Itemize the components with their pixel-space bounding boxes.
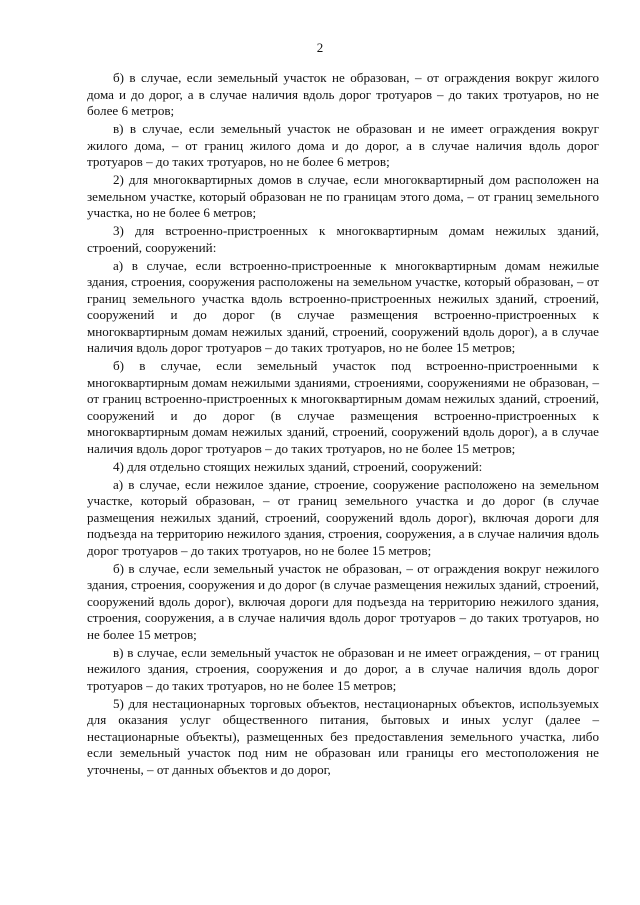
paragraph-4b: б) в случае, если земельный участок не образован, – от ограждения вокруг нежилого здания, строения, сооружения и до дорог (в случае размещения нежилых зданий, строений, сооружений вдоль дорог), включая дороги для подъезда на территорию нежилого здания, строения, сооружения, а в случае наличия вдоль дорог тротуаров – до таких тротуаров, но не более 15 метров;	[87, 560, 599, 642]
paragraph-2: 2) для многоквартирных домов в случае, если многоквартирный дом расположен на земельном участке, который образован не по границам этого дома, – от границ земельного участка, но не более 6 метров;	[87, 172, 599, 220]
paragraph-3b: б) в случае, если земельный участок под встроенно-пристроенными к многоквартирным домам нежилыми зданиями, строениями, сооружениями не образован, – от границ встроенно-пристроенных к многоквартирным домам нежилых зданий, строений, сооружений и до дорог (в случае размещения встроенно-пристроенных к многоквартирным домам нежилых зданий, строений, сооружений вдоль дорог), а в случае наличия вдоль дорог тротуаров – до таких тротуаров, но не более 15 метров;	[87, 358, 599, 456]
paragraph-5: 5) для нестационарных торговых объектов, нестационарных объектов, используемых для оказания услуг общественного питания, бытовых и иных услуг (далее – нестационарные объекты), размещенных без предоставления земельного участка, либо если земельный участок под ним не образован или границы его местоположения не уточнены, – от данных объектов и до дорог,	[87, 695, 599, 777]
paragraph-4: 4) для отдельно стоящих нежилых зданий, строений, сооружений:	[113, 458, 483, 474]
document-body	[87, 70, 599, 780]
paragraph-3a: а) в случае, если встроенно-пристроенные к многоквартирным домам нежилые здания, строения, сооружения расположены на земельном участке, который образован, – от границ земельного участка вдоль встроенно-пристроенных нежилых зданий, строений, сооружений и до дорог (в случае размещения встроенно-пристроенных к многоквартирным домам нежилых зданий, строений, сооружений вдоль дорог), а в случае наличия вдоль дорог тротуаров – до таких тротуаров, но не более 15 метров;	[87, 257, 599, 355]
paragraph-1b: б) в случае, если земельный участок не образован, – от ограждения вокруг жилого дома и до дорог, а в случае наличия вдоль дорог тротуаров – до таких тротуаров, но не более 6 метров;	[87, 70, 599, 118]
page-number: 2	[316, 40, 324, 55]
paragraph-3: 3) для встроенно-пристроенных к многоквартирным домам нежилых зданий, строений, сооружений:	[87, 223, 599, 255]
paragraph-4v: в) в случае, если земельный участок не образован и не имеет ограждения, – от границ нежилого здания, строения, сооружения и до дорог, а в случае наличия вдоль дорог тротуаров – до таких тротуаров, но не более 15 метров;	[87, 644, 599, 693]
paragraph-1v: в) в случае, если земельный участок не образован и не имеет ограждения вокруг жилого дома, – от границ жилого дома и до дорог, а в случае наличия вдоль дорог тротуаров – до таких тротуаров, но не более 6 метров;	[87, 121, 599, 169]
paragraph-4a: а) в случае, если нежилое здание, строение, сооружение расположено на земельном участке, который образован, – от границ земельного участка и до дорог (в случае размещения нежилых зданий, строений, сооружений вдоль дорог), включая дороги для подъезда на территорию нежилого здания, строения, сооружения, а в случае наличия вдоль дорог тротуаров – до таких тротуаров, но не более 15 метров;	[87, 476, 599, 558]
